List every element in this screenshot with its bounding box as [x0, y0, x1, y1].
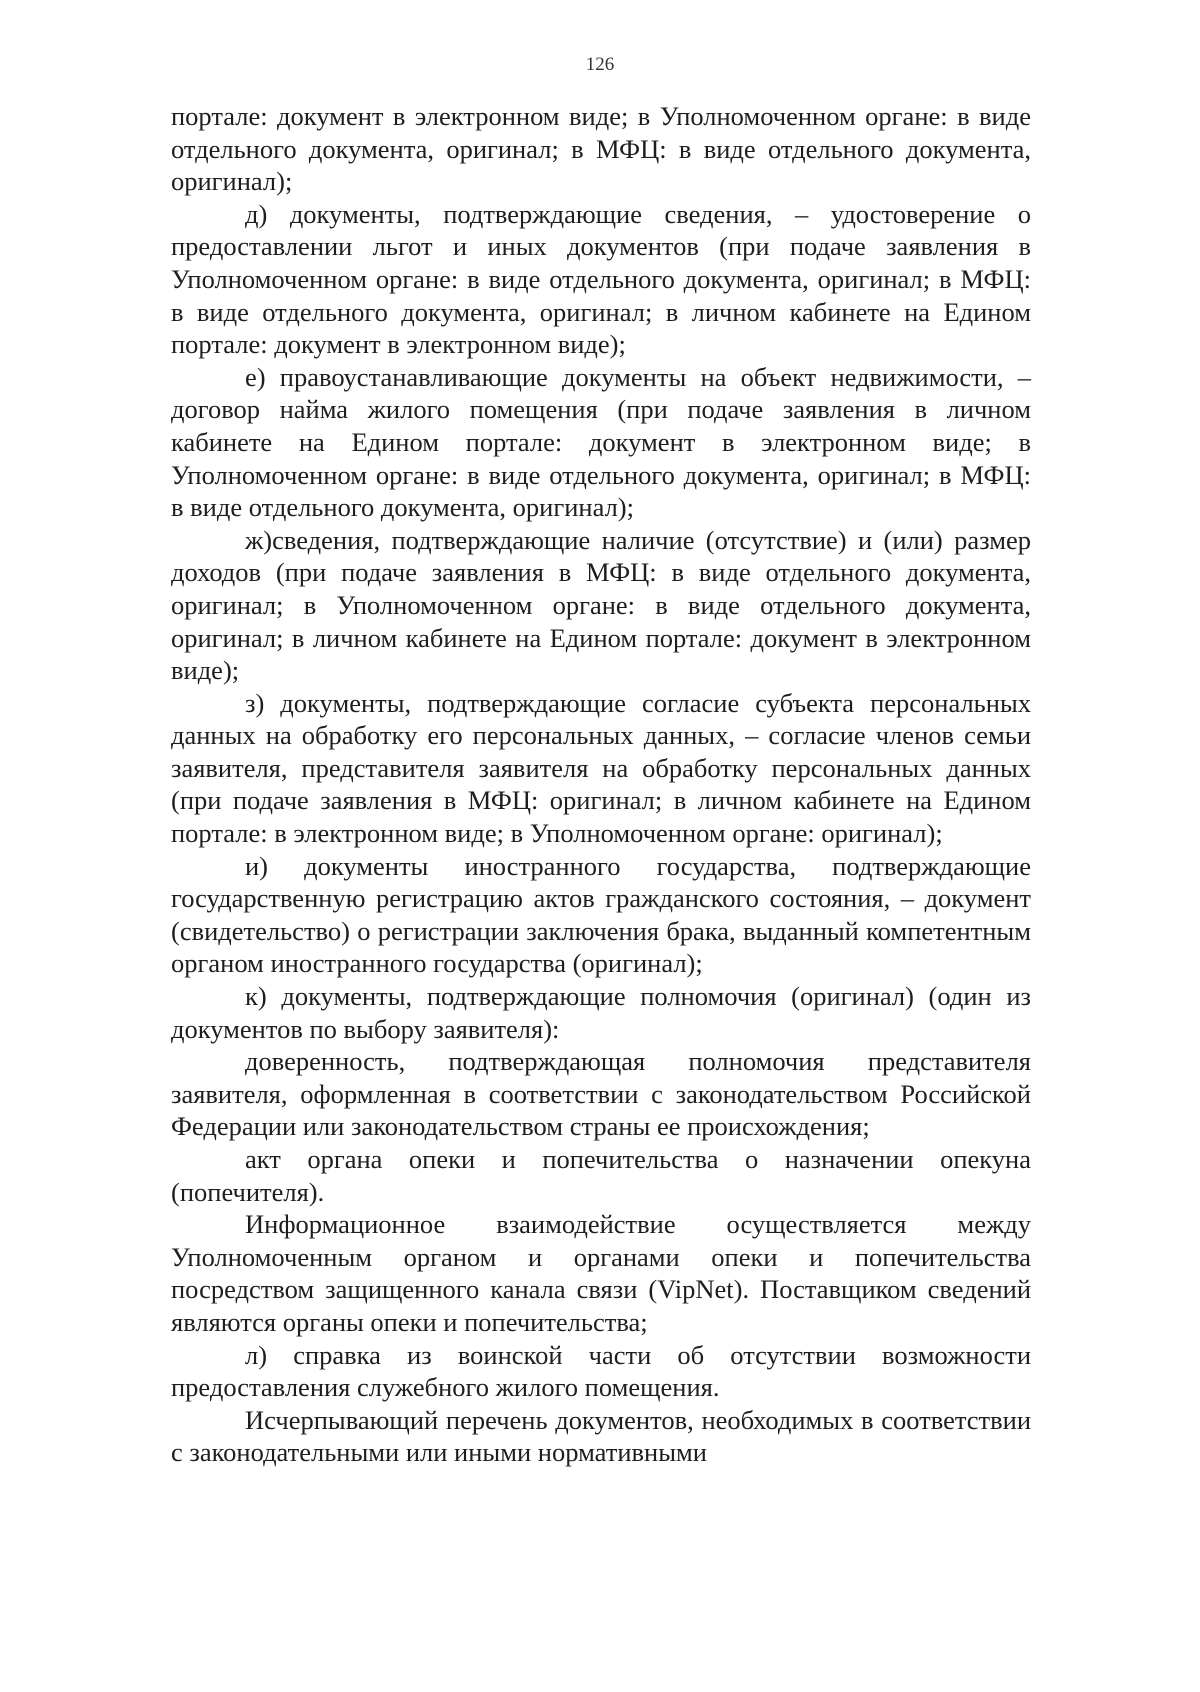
paragraph-item-zh: ж)сведения, подтверждающие наличие (отсутствие) и (или) размер доходов (при подаче заявления в МФЦ: в виде отдельного документа, оригинал; в Уполномоченном органе: в виде отдельного документа, оригинал; в личном кабинете на Едином портале: документ в электронном виде);	[171, 524, 1031, 686]
paragraph-portal-continuation: порталe: документ в электронном виде; в Уполномоченном органе: в виде отдельного документа, оригинал; в МФЦ: в виде отдельного документа, оригинал);	[171, 101, 1031, 197]
paragraph-exhaustive-list: Исчерпывающий перечень документов, необходимых в соответствии с законодательными или иными нормативными	[171, 1404, 1031, 1468]
paragraph-item-e: е) правоустанавливающие документы на объект недвижимости, – договор найма жилого помещения (при подаче заявления в личном кабинете на Едином портале: документ в электронном виде; в Уполномоченном органе: в виде отдельного документа, оригинал; в МФЦ: в виде отдельного документа, оригинал);	[171, 361, 1031, 523]
paragraph-guardianship-act: акт органа опеки и попечительства о назначении опекуна (попечителя).	[171, 1144, 1031, 1207]
page-number: 126	[585, 54, 615, 75]
paragraph-power-of-attorney: доверенность, подтверждающая полномочия представителя заявителя, оформленная в соответствии с законодательством Российской Федерации или законодательством страны ее происхождения;	[171, 1046, 1031, 1142]
paragraph-item-i: и) документы иностранного государства, подтверждающие государственную регистрацию актов гражданского состояния, – документ (свидетельство) о регистрации заключения брака, выданный компетентным органом иностранного государства (оригинал);	[171, 850, 1031, 979]
paragraph-item-d: д) документы, подтверждающие сведения, – удостоверение о предоставлении льгот и иных документов (при подаче заявления в Уполномоченном органе: в виде отдельного документа, оригинал; в МФЦ: в виде отдельного документа, оригинал; в личном кабинете на Едином портале: документ в электронном виде);	[171, 198, 1031, 360]
paragraph-item-l: л) справка из воинской части об отсутствии возможности предоставления служебного жилого помещения.	[171, 1339, 1031, 1403]
body-text	[171, 100, 1031, 1469]
paragraph-item-z: з) документы, подтверждающие согласие субъекта персональных данных на обработку его персональных данных, – согласие членов семьи заявителя, представителя заявителя на обработку персональных данных (при подаче заявления в МФЦ: оригинал; в личном кабинете на Едином портале: в электронном виде; в Уполномоченном органе: оригинал);	[171, 687, 1031, 849]
paragraph-info-exchange: Информационное взаимодействие осуществляется между Уполномоченным органом и органами опеки и попечительства посредством защищенного канала связи (VipNet). Поставщиком сведений являются органы опеки и попечительства;	[171, 1209, 1031, 1337]
paragraph-item-k: к) документы, подтверждающие полномочия (оригинал) (один из документов по выбору заявителя):	[171, 981, 1031, 1044]
